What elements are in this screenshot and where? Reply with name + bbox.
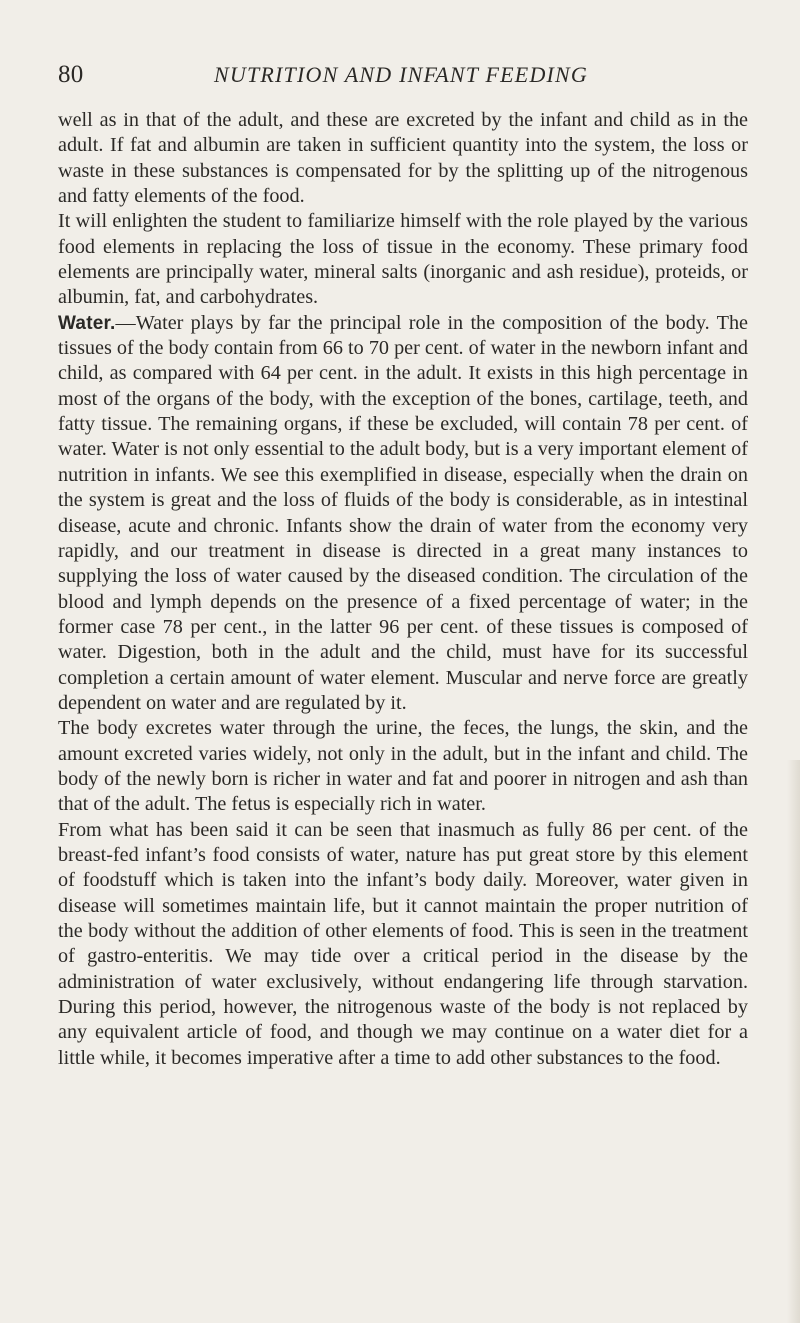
- page-number: 80: [58, 61, 84, 88]
- page-edge-shadow: [787, 760, 800, 1323]
- paragraph-5: From what has been said it can be seen that inasmuch as fully 86 per cent. of the breast-fed infant’s food consists of water, nature has put great store by this element of foodstuff which is taken into the infant’s body daily. Moreover, water given in disease will sometimes maintain life, but it cannot maintain the proper nutrition of the body without the addition of other elements of food. This is seen in the treatment of gastro-enteritis. We may tide over a critical period in the disease by the administration of water exclusively, without endangering life through starvation. During this period, however, the nitrogenous waste of the body is not replaced by any equivalent article of food, and though we may continue on a water diet for a little while, it becomes imperative after a time to add other substances to the food.: [58, 818, 748, 1069]
- paragraph-1: well as in that of the adult, and these are excreted by the infant and child as in the adult. If fat and albumin are taken in sufficient quantity into the system, the loss or waste in these substances is compensated for by the splitting up of the nitrogenous and fatty elements of the food.: [58, 109, 748, 208]
- paragraph-4: The body excretes water through the urine, the feces, the lungs, the skin, and the amount excreted varies widely, not only in the adult, but in the infant and child. The body of the newly born is richer in water and fat and poorer in nitrogen and ash than that of the adult. The fetus is especially rich in water.: [58, 717, 748, 816]
- page-header: [58, 58, 744, 92]
- paragraph-3: [58, 311, 748, 717]
- section-heading-water: Water.: [58, 312, 116, 334]
- paragraph-2: It will enlighten the student to familiarize himself with the role played by the various food elements in replacing the loss of tissue in the economy. These primary food elements are principally water, mineral salts (inorganic and ash residue), proteids, or albumin, fat, and carbohydrates.: [58, 210, 748, 309]
- paragraph-3-text: —Water plays by far the principal role in the composition of the body. The tissues of the body contain from 66 to 70 per cent. of water in the newborn infant and child, as compared with 64 per cent. in the adult. It exists in this high percentage in most of the organs of the body, with the exception of the bones, cartilage, teeth, and fatty tissue. The remaining organs, if these be excluded, will contain 78 per cent. of water. Water is not only essential to the adult body, but is a very important element of nutrition in infants. We see this exemplified in disease, especially when the drain on the system is great and the loss of fluids of the body is considerable, as in intestinal disease, acute and chronic. Infants show the drain of water from the economy very rapidly, and our treatment in disease is directed in a great many instances to supplying the loss of water caused by the diseased condition. The circulation of the blood and lymph depends on the presence of a fixed percentage of water; in the former case 78 per cent., in the latter 96 per cent. of these tissues is composed of water. Digestion, both in the adult and the child, must have for its successful completion a certain amount of water element. Muscular and nerve force are greatly dependent on water and are regulated by it.: [58, 311, 748, 714]
- body-text: [58, 108, 748, 1071]
- running-title: NUTRITION AND INFANT FEEDING: [213, 62, 589, 87]
